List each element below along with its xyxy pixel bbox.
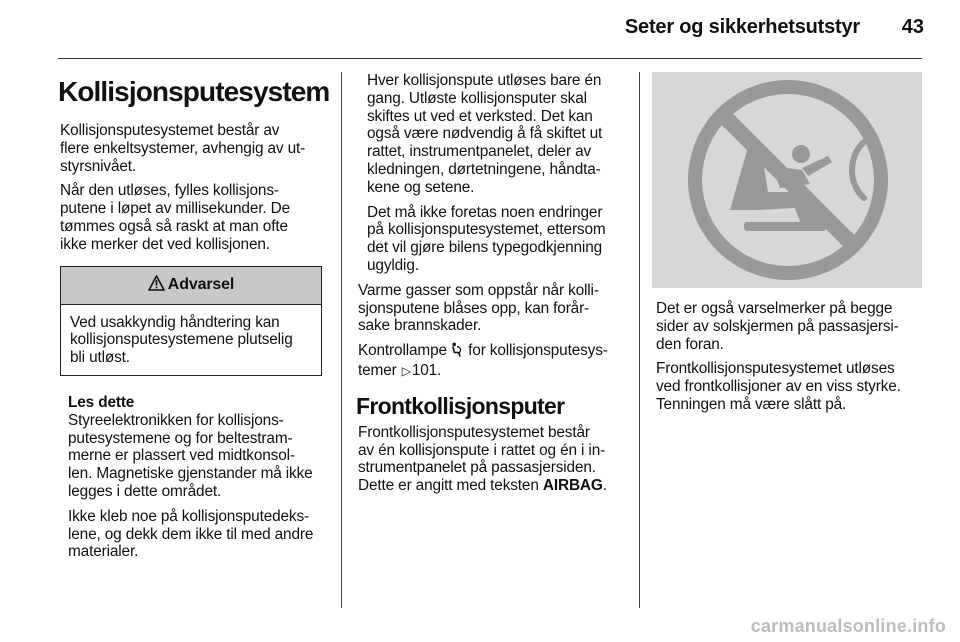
watermark: carmanualsonline.info xyxy=(750,616,946,636)
text-line: materialer. xyxy=(68,543,139,561)
paragraph xyxy=(68,412,326,501)
airbag-warning-lamp-icon xyxy=(451,342,464,362)
text-line: på kollisjonsputesystemet, ettersom xyxy=(367,221,606,239)
paragraph xyxy=(60,122,326,175)
text-line: gang. Utløste kollisjonsputer skal xyxy=(367,89,587,107)
text-line: putene i løpet av millisekunder. De xyxy=(60,200,291,218)
text-line: Det er også varselmerker på begge xyxy=(656,300,893,317)
text-fragment: temer xyxy=(358,361,397,379)
warning-box xyxy=(60,266,322,376)
text-line: legges i dette området. xyxy=(68,482,222,500)
paragraph xyxy=(358,424,626,495)
text-line: flere enkeltsystemer, avhengig av ut- xyxy=(60,139,306,157)
text-line xyxy=(358,342,626,362)
column-1 xyxy=(58,72,330,568)
text-line: Kollisjonsputesystemet består av xyxy=(60,122,280,139)
text-line xyxy=(358,477,626,495)
text-line: Ved usakkyndig håndtering kan xyxy=(70,313,280,331)
column-3 xyxy=(656,300,922,421)
text-fragment: Kontrollampe xyxy=(358,342,447,360)
text-line: kledningen, dørtetningene, håndta- xyxy=(367,160,601,178)
text-line: den foran. xyxy=(656,335,724,353)
paragraph xyxy=(60,182,326,253)
airbag-term: AIRBAG xyxy=(542,477,603,495)
text-line: bli utløst. xyxy=(70,349,130,367)
paragraph xyxy=(358,342,626,381)
text-fragment: for kollisjonsputesys- xyxy=(468,342,608,360)
text-line: Frontkollisjonsputesystemet består xyxy=(358,423,590,441)
text-line: sake brannskader. xyxy=(358,317,482,335)
text-fragment: Dette er angitt med teksten xyxy=(358,477,539,495)
text-line: Det må ikke foretas noen endringer xyxy=(367,203,603,221)
text-line: rattet, instrumentpanelet, deler av xyxy=(367,143,592,161)
text-line: ikke merker det ved kollisjonen. xyxy=(60,235,270,253)
text-line: Når den utløses, fylles kollisjons- xyxy=(60,182,279,200)
warning-triangle-icon xyxy=(148,275,165,296)
text-line: Varme gasser som oppstår når kolli- xyxy=(358,281,599,299)
warning-body xyxy=(61,305,321,375)
text-line xyxy=(358,362,626,381)
page-reference[interactable]: 101. xyxy=(411,361,442,379)
paragraph xyxy=(68,508,326,561)
text-line: ugyldig. xyxy=(367,256,419,274)
text-line: len. Magnetiske gjenstander må ikke xyxy=(68,465,313,483)
page-number: 43 xyxy=(901,16,924,38)
text-line: Hver kollisjonspute utløses bare én xyxy=(367,72,602,89)
page-reference-arrow-icon: ▷ xyxy=(401,363,411,378)
no-child-seat-pictogram xyxy=(652,72,922,288)
text-line: Ikke kleb noe på kollisjonsputedeks- xyxy=(68,507,309,525)
text-line: putesystemene og for beltestram- xyxy=(68,429,293,447)
text-fragment: . xyxy=(602,477,607,495)
column-divider xyxy=(341,72,342,608)
text-line: ved frontkollisjoner av en viss styrke. xyxy=(656,378,901,396)
note-title: Les dette xyxy=(68,393,135,411)
paragraph xyxy=(358,72,626,197)
text-line: sider av solskjermen på passasjersi- xyxy=(656,317,899,335)
text-line: av én kollisjonspute i rattet og én i in- xyxy=(358,441,606,459)
column-divider xyxy=(639,72,640,608)
text-line: tømmes også så raskt at man ofte xyxy=(60,217,288,235)
note-block xyxy=(60,394,326,561)
text-line: skiftes ut ved et verksted. Det kan xyxy=(367,107,593,125)
section-title: Frontkollisjonsputer xyxy=(356,392,565,419)
text-line: Tenningen må være slått på. xyxy=(656,395,847,413)
text-line: styrsnivået. xyxy=(60,157,137,175)
text-line: kene og setene. xyxy=(367,178,475,196)
warning-header xyxy=(61,267,321,305)
no-child-seat-warning-icon xyxy=(652,72,922,288)
text-line: også være nødvendig å få skiftet ut xyxy=(367,125,603,143)
paragraph xyxy=(656,360,922,413)
paragraph xyxy=(656,300,922,353)
text-line: kollisjonsputesystemene plutselig xyxy=(70,331,293,349)
text-line: lene, og dekk dem ikke til med andre xyxy=(68,525,314,543)
section-title: Kollisjonsputesystem xyxy=(58,76,330,107)
paragraph xyxy=(358,282,626,335)
text-line: strumentpanelet på passasjersiden. xyxy=(358,459,596,477)
warning-title: Advarsel xyxy=(167,276,235,294)
header-rule xyxy=(58,58,922,59)
text-line: merne er plassert ved midtkonsol- xyxy=(68,447,295,465)
text-line: Styreelektronikken for kollisjons- xyxy=(68,411,284,429)
text-line: Frontkollisjonsputesystemet utløses xyxy=(656,360,895,378)
paragraph xyxy=(358,204,626,275)
column-2 xyxy=(358,72,626,502)
text-line: sjonsputene blåses opp, kan forår- xyxy=(358,299,590,317)
text-line: det vil gjøre bilens typegodkjenning xyxy=(367,239,603,257)
header-title: Seter og sikkerhetsutstyr xyxy=(624,16,860,38)
